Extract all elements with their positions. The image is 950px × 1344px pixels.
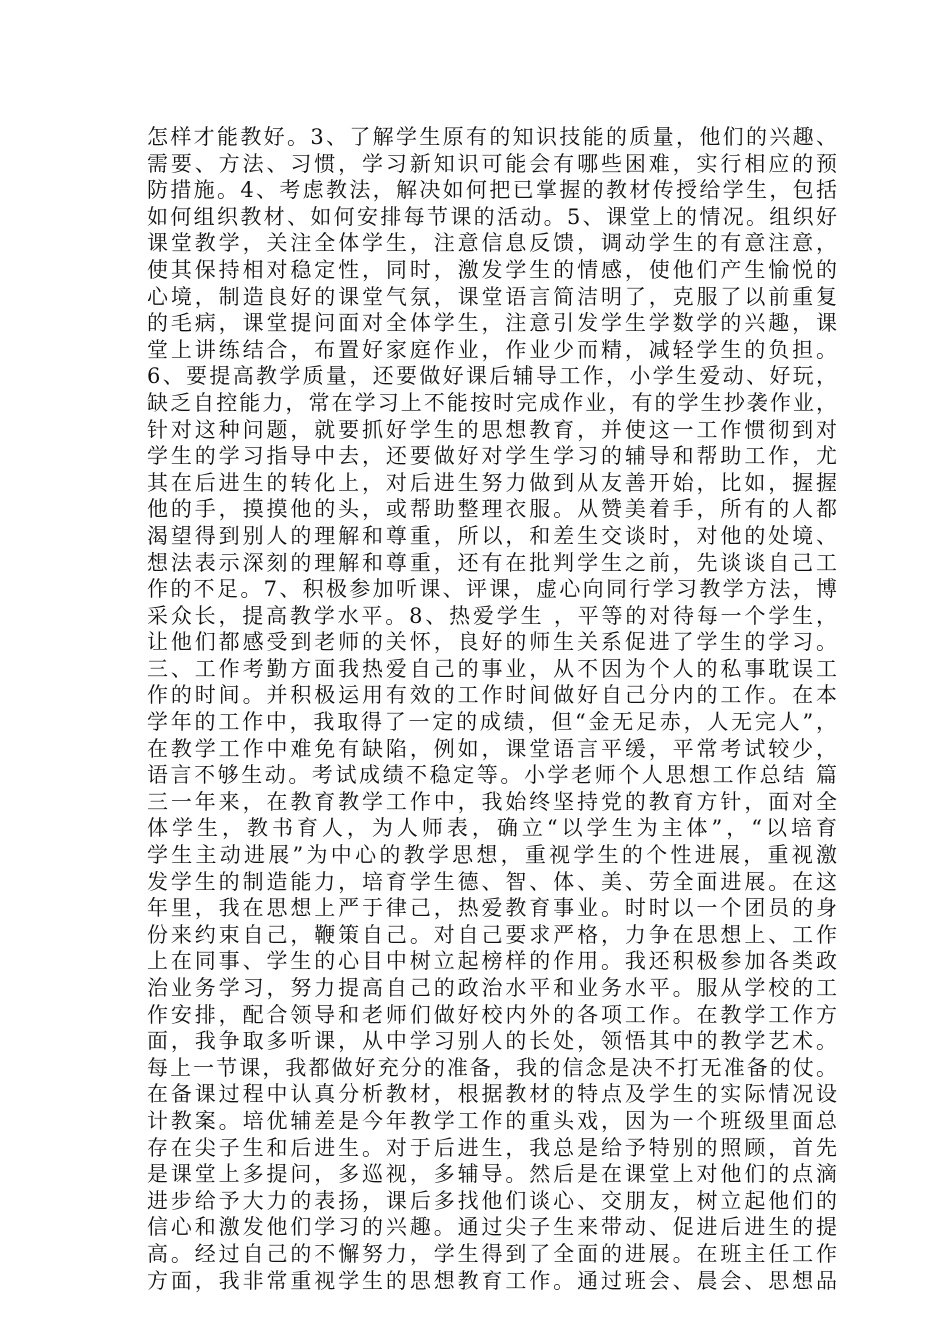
text-line: 渴望得到别人的理解和尊重，所以，和差生交谈时，对他的处境、 [147,523,837,548]
text-line: 针对这种问题，就要抓好学生的思想教育，并使这一工作惯彻到对 [147,417,837,442]
text-line: 发学生的制造能力，培育学生德、智、体、美、劳全面进展。在这 [147,869,837,894]
text-line: 学生主动进展”为中心的教学思想，重视学生的个性进展，重视激 [147,843,837,868]
text-line: 的毛病，课堂提问面对全体学生，注意引发学生学数学的兴趣，课 [147,311,837,336]
text-line: 在教学工作中难免有缺陷，例如，课堂语言平缓，平常考试较少， [147,736,837,761]
text-line: 治业务学习，努力提高自己的政治水平和业务水平。服从学校的工 [147,976,837,1000]
text-line: 如何组织教材、如何安排每节课的活动。5、课堂上的情况。组织好 [147,204,837,229]
text-line: 上在同事、学生的心目中树立起榜样的作用。我还积极参加各类政 [147,949,837,974]
text-line: 作的不足。7、积极参加听课、评课，虚心向同行学习教学方法，博 [147,577,837,602]
text-line: 份来约束自己，鞭策自己。对自己要求严格，力争在思想上、工作 [147,922,837,947]
text-line: 他的手，摸摸他的头，或帮助整理衣服。从赞美着手，所有的人都 [147,497,837,522]
text-line: 心境，制造良好的课堂气氛，课堂语言简洁明了，克服了以前重复 [147,284,837,309]
text-line: 缺乏自控能力，常在学习上不能按时完成作业，有的学生抄袭作业， [147,390,837,415]
text-line: 面，我争取多听课，从中学习别人的长处，领悟其中的教学艺术。 [147,1029,837,1054]
text-line: 方面，我非常重视学生的思想教育工作。通过班会、晨会、思想品 [147,1268,837,1293]
text-line: 课堂教学，关注全体学生，注意信息反馈，调动学生的有意注意， [147,231,837,256]
text-line: 年里，我在思想上严于律己，热爱教育事业。时时以一个团员的身 [147,896,837,921]
text-line: 使其保持相对稳定性，同时，激发学生的情感，使他们产生愉悦的 [147,257,837,282]
text-line: 是课堂上多提问，多巡视，多辅导。然后是在课堂上对他们的点滴 [147,1162,837,1187]
text-line: 进步给予大力的表扬，课后多找他们谈心、交朋友，树立起他们的 [147,1188,837,1213]
text-line: 其在后进生的转化上，对后进生努力做到从友善开始，比如，握握 [147,470,837,495]
text-line: 三一年来，在教育教学工作中，我始终坚持党的教育方针，面对全 [147,789,837,814]
text-line: 计教案。培优辅差是今年教学工作的重头戏，因为一个班级里面总 [147,1108,837,1133]
text-line: 6、要提高教学质量，还要做好课后辅导工作，小学生爱动、好玩， [147,364,837,389]
text-line: 学生的学习指导中去，还要做好对学生学习的辅导和帮助工作，尤 [147,444,837,469]
text-line: 想法表示深刻的理解和尊重，还有在批判学生之前，先谈谈自己工 [147,550,837,575]
text-line: 在备课过程中认真分析教材，根据教材的特点及学生的实际情况设 [147,1082,837,1107]
text-line: 堂上讲练结合，布置好家庭作业，作业少而精，减轻学生的负担。 [147,337,837,362]
text-line: 信心和激发他们学习的兴趣。通过尖子生来带动、促进后进生的提 [147,1215,837,1240]
text-line: 作的时间。并积极运用有效的工作时间做好自己分内的工作。在本 [147,683,837,708]
text-line: 语言不够生动。考试成绩不稳定等。小学老师个人思想工作总结 篇 [147,763,837,788]
text-line: 采众长，提高教学水平。8、热爱学生 ，平等的对待每一个学生， [147,603,837,628]
text-line: 存在尖子生和后进生。对于后进生，我总是给予特别的照顾，首先 [147,1135,837,1160]
text-line: 学年的工作中，我取得了一定的成绩，但“金无足赤，人无完人”， [147,710,837,735]
text-line: 高。经过自己的不懈努力，学生得到了全面的进展。在班主任工作 [147,1241,837,1266]
text-line: 作安排，配合领导和老师们做好校内外的各项工作。在教学工作方 [147,1002,837,1027]
text-line: 三、工作考勤方面我热爱自己的事业，从不因为个人的私事耽误工 [147,656,837,681]
text-line: 每上一节课，我都做好充分的准备，我的信念是决不打无准备的仗。 [147,1055,837,1080]
text-line: 防措施。4、考虑教法，解决如何把已掌握的教材传授给学生，包括 [147,178,837,203]
text-line: 怎样才能教好。3、了解学生原有的知识技能的质量，他们的兴趣、 [147,125,837,149]
body-text [147,124,837,1294]
text-line: 体学生，教书育人，为人师表，确立“以学生为主体”，“以培育 [147,816,837,841]
text-line: 让他们都感受到老师的关怀，良好的师生关系促进了学生的学习。 [147,630,837,655]
text-line: 需要、方法、习惯，学习新知识可能会有哪些困难，实行相应的预 [147,151,837,176]
